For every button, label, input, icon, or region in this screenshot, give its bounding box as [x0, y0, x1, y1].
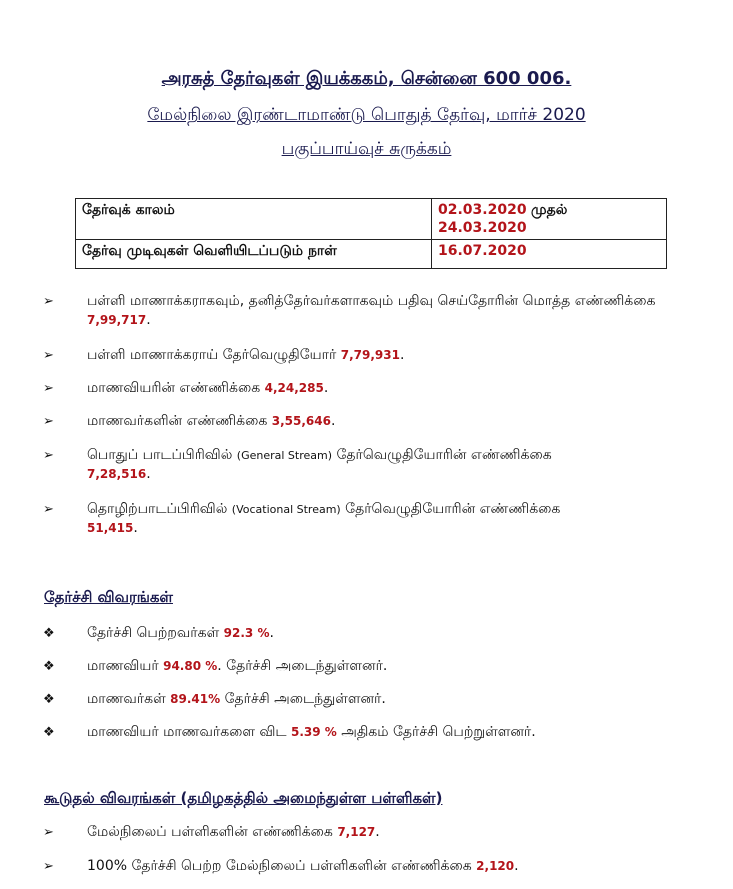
stat-label: பள்ளி மாணாக்கராய் தேர்வெழுதியோர் — [87, 347, 337, 363]
stat-label: பள்ளி மாணாக்கராகவும், தனித்தேர்வர்களாகவும் பதிவு செய்தோரின் மொத்த எண்ணிக்கை — [87, 293, 656, 309]
stat-label: தேர்வெழுதியோரின் எண்ணிக்கை — [345, 501, 561, 517]
pass-label: மாணவர்கள் — [87, 691, 166, 707]
pass-post: . — [269, 625, 274, 641]
arrow-bullet-icon: ➢ — [43, 502, 54, 517]
extra-value: 2,120 — [476, 859, 515, 873]
diamond-bullet-icon: ❖ — [43, 659, 55, 674]
pass-value: 92.3 % — [223, 626, 270, 640]
diamond-bullet-icon: ❖ — [43, 626, 55, 641]
pass-section-title: தேர்ச்சி விவரங்கள் — [44, 588, 173, 606]
extra-section-title: கூடுதல் விவரங்கள் (தமிழகத்தில் அமைந்துள்ள பள்ளிகள்) — [44, 789, 443, 807]
header-subtitle: மேல்நிலை இரண்டாமாண்டு பொதுத் தேர்வு, மார்ச் 2020 — [147, 105, 586, 125]
extra-label: 100% தேர்ச்சி பெற்ற மேல்நிலைப் பள்ளிகளின் எண்ணிக்கை — [87, 858, 472, 874]
pass-post: . தேர்ச்சி அடைந்துள்ளனர். — [217, 658, 388, 674]
extra-post: . — [514, 858, 519, 874]
stat-label: பொதுப் பாடப்பிரிவில் — [87, 447, 233, 463]
extra-label: மேல்நிலைப் பள்ளிகளின் எண்ணிக்கை — [87, 824, 333, 840]
result-date-label: தேர்வு முடிவுகள் வெளியிடப்படும் நாள் — [76, 240, 432, 269]
stat-label: மாணவியரின் எண்ணிக்கை — [87, 380, 261, 396]
diamond-bullet-icon: ❖ — [43, 692, 55, 707]
stat-label: மாணவர்களின் எண்ணிக்கை — [87, 413, 268, 429]
stat-label: தொழிற்பாடப்பிரிவில் — [87, 501, 228, 517]
arrow-bullet-icon: ➢ — [43, 825, 54, 840]
stat-value: 51,415 — [87, 521, 134, 535]
pass-label: மாணவியர் மாணவர்களை விட — [87, 724, 287, 740]
arrow-bullet-icon: ➢ — [43, 294, 54, 309]
table-row — [76, 240, 667, 269]
arrow-bullet-icon: ➢ — [43, 414, 54, 429]
header-summary: பகுப்பாய்வுச் சுருக்கம் — [281, 139, 452, 159]
pass-label: மாணவியர் — [87, 658, 159, 674]
pass-post: அதிகம் தேர்ச்சி பெற்றுள்ளனர். — [341, 724, 536, 740]
stat-end: . — [146, 312, 151, 328]
exam-period-label: தேர்வுக் காலம் — [76, 199, 432, 240]
stat-value: 4,24,285 — [264, 381, 324, 395]
stat-end: . — [330, 413, 336, 429]
exam-period-value — [432, 199, 667, 240]
result-date-cell — [432, 240, 667, 269]
diamond-bullet-icon: ❖ — [43, 725, 55, 740]
stream-label: (General Stream) — [236, 449, 333, 462]
table-row — [76, 199, 667, 240]
exam-end-date: 24.03.2020 — [438, 220, 527, 236]
result-date-value: 16.07.2020 — [438, 243, 527, 259]
header-title: அரசுத் தேர்வுகள் இயக்ககம், சென்னை 600 006. — [161, 68, 572, 89]
stat-value: 7,99,717 — [87, 313, 147, 327]
stat-value: 7,28,516 — [87, 467, 147, 481]
pass-value: 89.41% — [170, 692, 221, 706]
pass-label: தேர்ச்சி பெற்றவர்கள் — [87, 625, 220, 641]
stat-end: . — [133, 520, 138, 536]
extra-post: . — [375, 824, 380, 840]
exam-start-date: 02.03.2020 — [438, 202, 527, 218]
arrow-bullet-icon: ➢ — [43, 448, 54, 463]
stat-value: 3,55,646 — [271, 414, 331, 428]
pass-value: 94.80 % — [163, 659, 218, 673]
stat-label: தேர்வெழுதியோரின் எண்ணிக்கை — [336, 447, 552, 463]
stat-end: . — [399, 347, 405, 363]
exam-period-connector: முதல் — [531, 202, 568, 218]
stat-end: . — [146, 466, 151, 482]
extra-value: 7,127 — [337, 825, 376, 839]
stream-label: (Vocational Stream) — [231, 503, 341, 516]
pass-post: தேர்ச்சி அடைந்துள்ளனர். — [224, 691, 386, 707]
exam-info-table — [75, 198, 667, 269]
arrow-bullet-icon: ➢ — [43, 859, 54, 874]
stat-end: . — [323, 380, 329, 396]
arrow-bullet-icon: ➢ — [43, 381, 54, 396]
arrow-bullet-icon: ➢ — [43, 348, 54, 363]
stat-value: 7,79,931 — [340, 348, 400, 362]
pass-value: 5.39 % — [291, 725, 337, 739]
